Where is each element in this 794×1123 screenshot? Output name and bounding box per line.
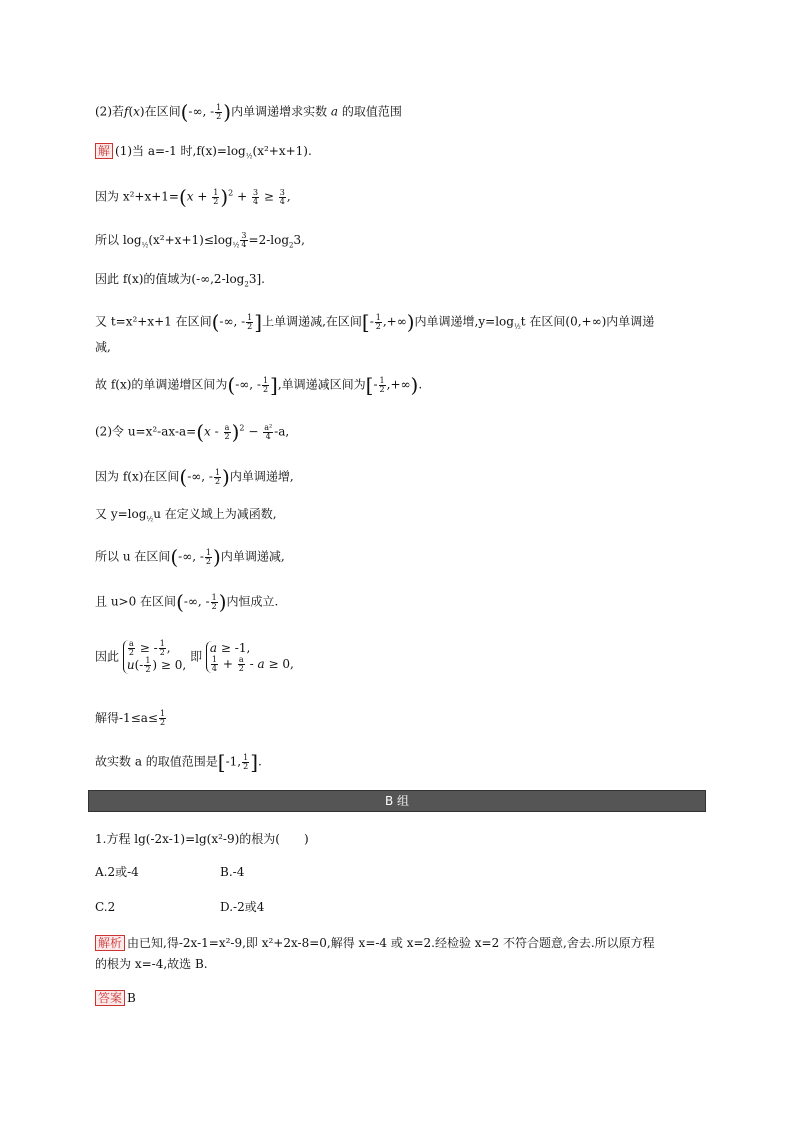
solution-line-9: 又 $y=\log_{\frac{1}{2}}u$ 在定义域上为减函数, <box>95 507 277 524</box>
analysis-line-1: 解析 由已知,得-2x-1=x²-9,即 x²+2x-8=0,解得 x=-4 或 x=2.经检验 x=2 不符合题意,舍去.所以原方程 <box>95 935 655 951</box>
q1-option-d: D.-2或4 <box>220 900 265 914</box>
solution-line-3: 所以 $\log_{\frac{1}{2}}(x^2+x+1)\le\log_{\frac{1}{2}}$ $\frac{3}{4}$ $=2-\log_23$, <box>95 231 305 250</box>
analysis-line-2: 的根为 x=-4,故选 B. <box>95 957 208 971</box>
solution-line-5-cont: 减, <box>95 340 111 354</box>
answer-tag: 答案 <box>95 990 125 1006</box>
solution-line-12: 因此 $\frac{a}{2}$ ≥ - $\frac{1}{2}$ , u(- $\frac{1}{2}$ ) ≥ 0, 即 a ≥ -1, $\frac{1}{4}$ + $\frac{a}{2}$ - a ≥ 0, <box>95 639 294 674</box>
q1-option-c: C.2 <box>95 900 116 914</box>
system-right: a ≥ -1, $\frac{1}{4}$ + $\frac{a}{2}$ - a ≥ 0, <box>206 641 294 673</box>
solution-line-2: 因为 x²+x+1=(x + $\frac{1}{2}$ )$^2$ + $\frac{3}{4}$ ≥ $\frac{3}{4}$ , <box>95 185 291 209</box>
solution-tag: 解 <box>95 143 113 159</box>
question-2: (2)若f(x)在区间(-∞, - $\frac{1}{2}$ )内单调递增求实数 a 的取值范围 <box>95 100 402 124</box>
solution-line-5: 又 t=x²+x+1 在区间(-∞, - $\frac{1}{2}$ ]上单调递减,在区间[- $\frac{1}{2}$ ,+∞)内单调递增$,y=\log_{\frac{1}{2}}t$ 在区间(0,+∞)内单调递 <box>95 310 655 334</box>
solution-line-11: 且 u>0 在区间(-∞, - $\frac{1}{2}$ )内恒成立. <box>95 590 279 614</box>
q1-option-b: B.-4 <box>220 865 245 879</box>
solution-line-13: 解得-1≤a≤ $\frac{1}{2}$ <box>95 709 166 727</box>
q1-stem: 1.方程 lg(-2x-1)=lg(x²-9)的根为( ) <box>95 832 309 846</box>
answer-value: B <box>127 991 136 1005</box>
solution-line-14: 故实数 a 的取值范围是[-1, $\frac{1}{2}$ ]. <box>95 750 262 774</box>
answer-line <box>95 990 136 1006</box>
q1-option-a: A.2或-4 <box>95 865 139 879</box>
system-left: $\frac{a}{2}$ ≥ - $\frac{1}{2}$ , u(- $\frac{1}{2}$ ) ≥ 0, <box>123 640 186 674</box>
solution-line-7: (2)令 u=x²-ax-a=(x - $\frac{a}{2}$ )$^2$ − $\frac{\text{a²}}{4}$ -a, <box>95 420 290 444</box>
solution-line-1: 解 (1)当 a=-1 时$,f(x)=\log_{\frac{1}{2}}(x^2+x+1)$. <box>95 143 312 161</box>
section-bar-b: B 组 <box>88 790 706 812</box>
solution-line-8: 因为 f(x)在区间(-∞, - $\frac{1}{2}$ )内单调递增, <box>95 465 294 489</box>
analysis-tag: 解析 <box>95 935 125 951</box>
solution-line-6: 故 f(x)的单调递增区间为(-∞, - $\frac{1}{2}$ ],单调递减区间为[- $\frac{1}{2}$ ,+∞). <box>95 373 423 397</box>
solution-line-10: 所以 u 在区间(-∞, - $\frac{1}{2}$ )内单调递减, <box>95 545 285 569</box>
solution-line-4: 因此 f(x)的值域为$(-\infty,2-\log_23]$. <box>95 272 265 289</box>
